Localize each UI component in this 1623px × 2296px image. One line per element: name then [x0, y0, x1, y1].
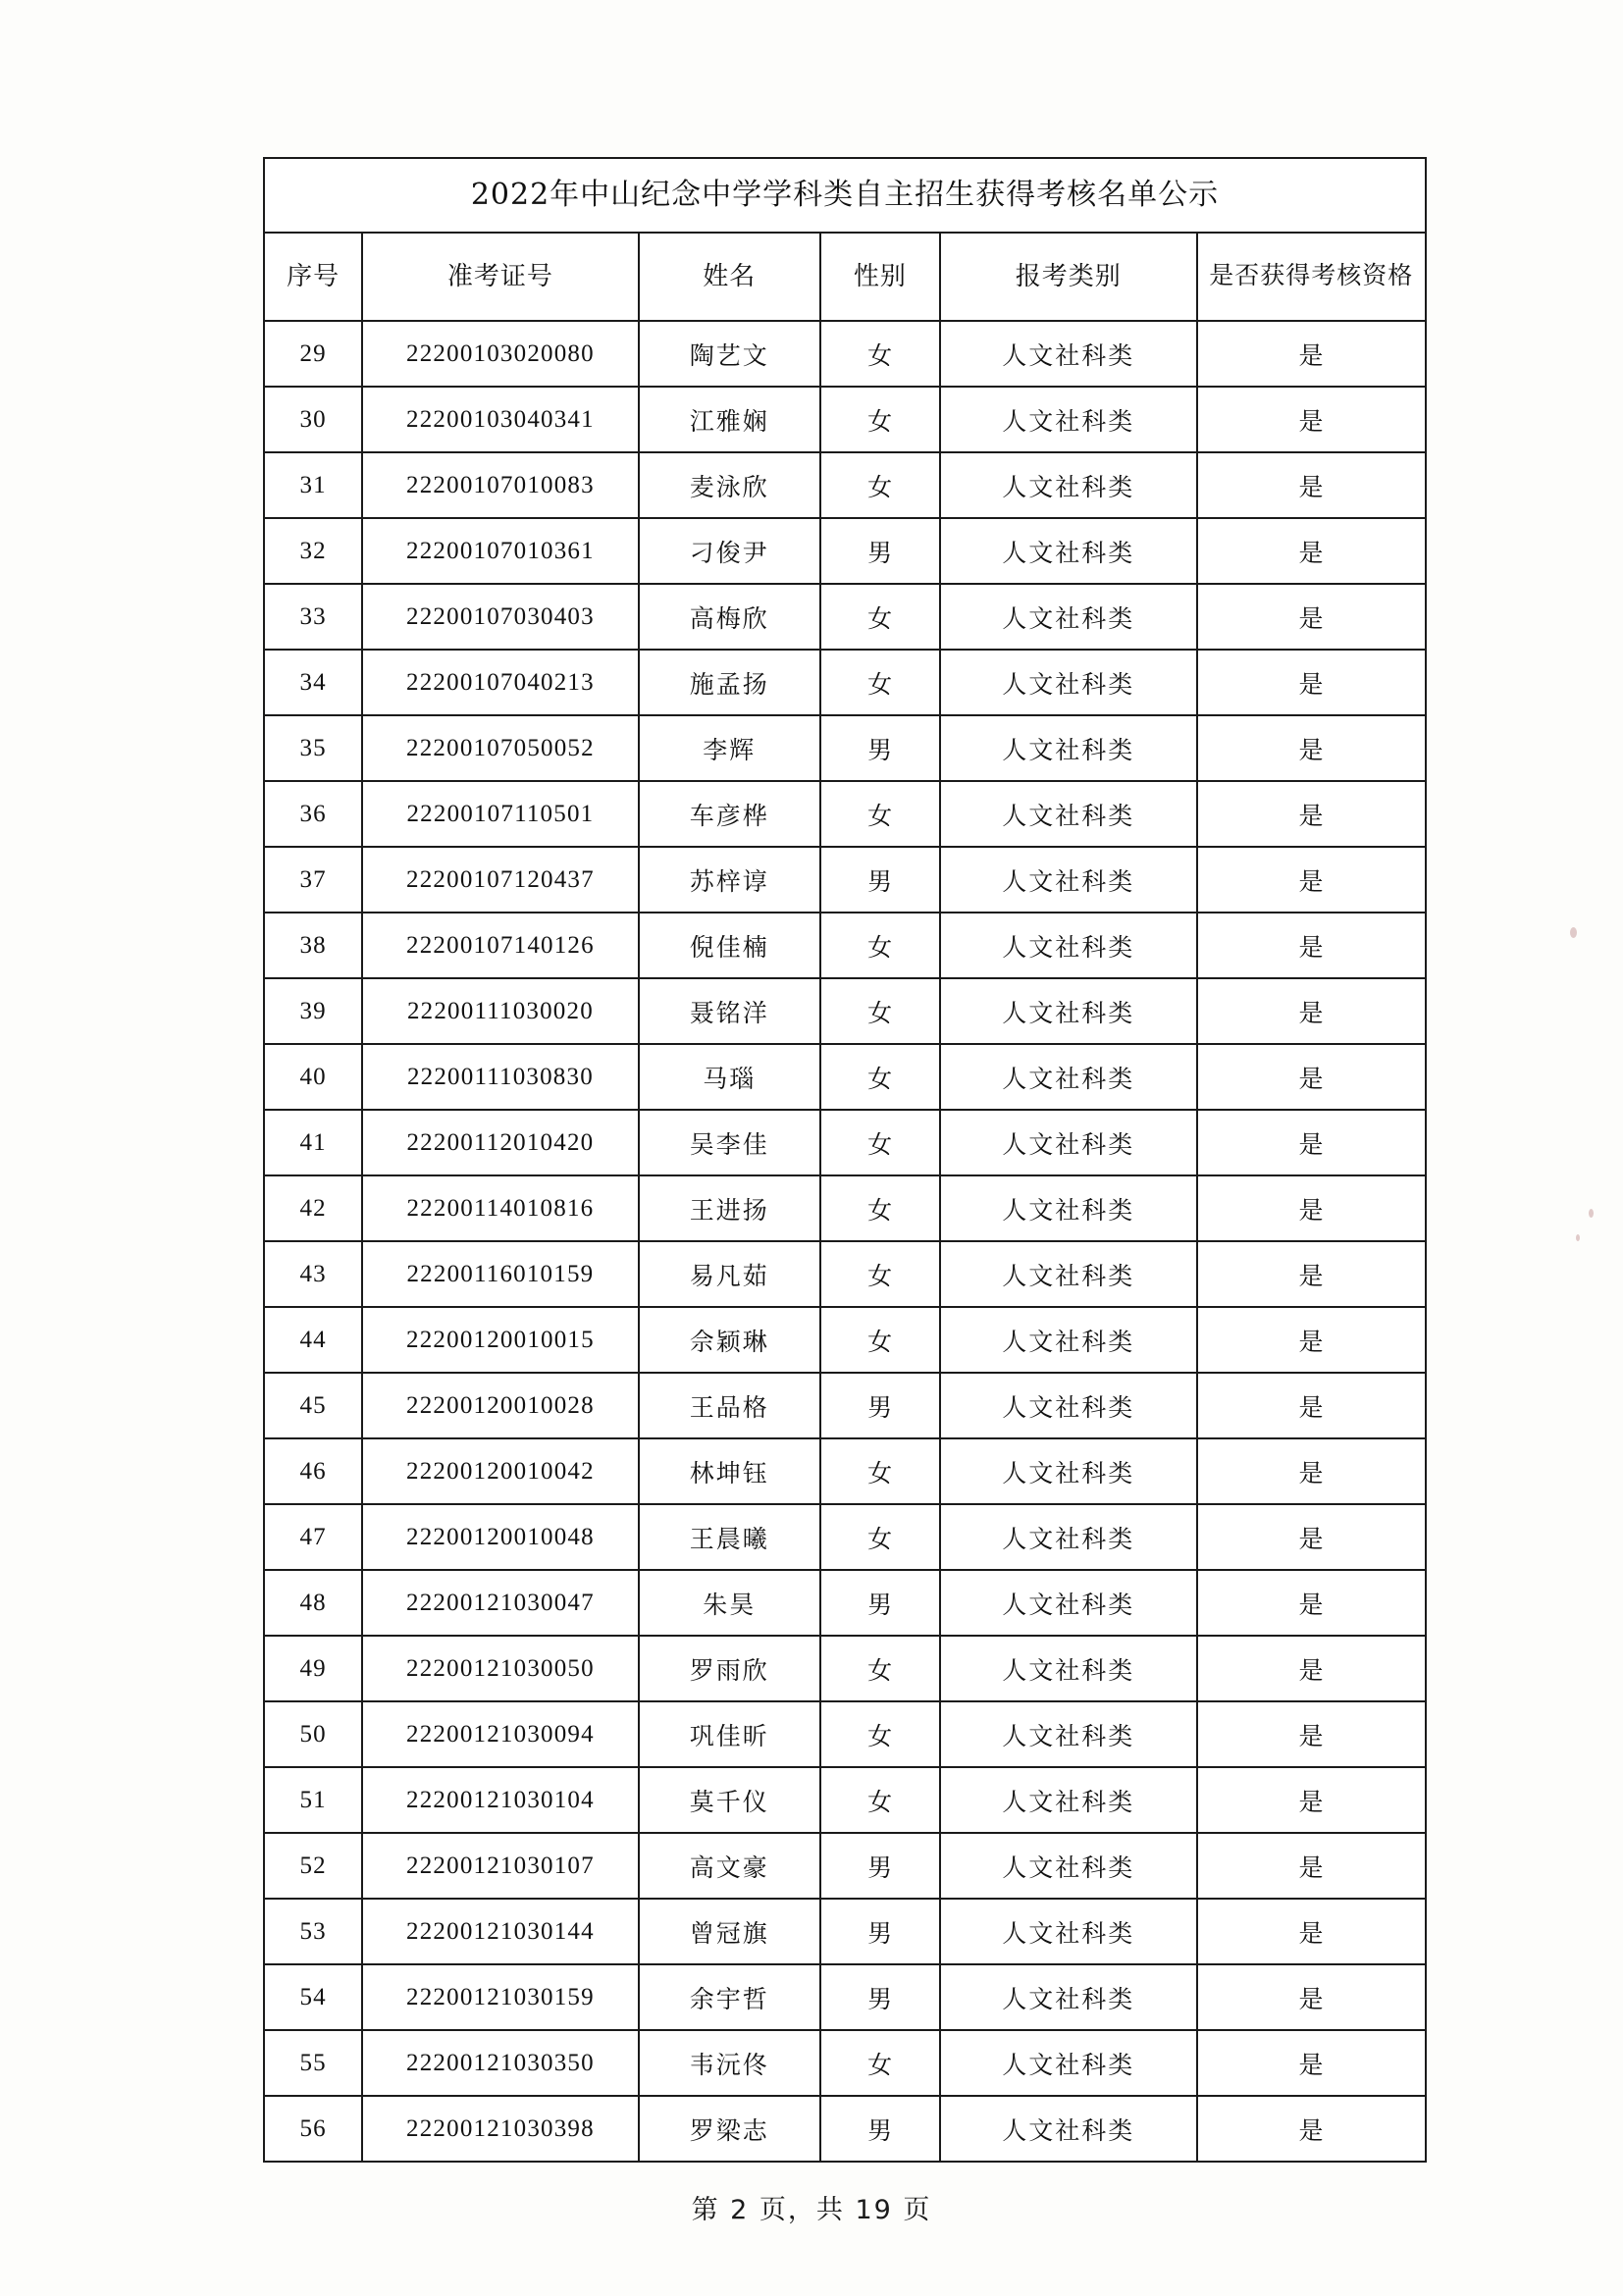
- cell-gender: 男: [820, 715, 940, 781]
- cell-category: 人文社科类: [940, 1833, 1197, 1899]
- cell-gender: 女: [820, 781, 940, 847]
- cell-index: 35: [264, 715, 362, 781]
- cell-index: 41: [264, 1110, 362, 1175]
- cell-ticket: 22200112010420: [362, 1110, 638, 1175]
- cell-gender: 女: [820, 1044, 940, 1110]
- table-row: [264, 1241, 1426, 1307]
- table-row: [264, 1899, 1426, 1964]
- cell-result: 是: [1197, 1373, 1426, 1438]
- cell-ticket: 22200107010083: [362, 452, 638, 518]
- cell-category: 人文社科类: [940, 452, 1197, 518]
- cell-result: 是: [1197, 1701, 1426, 1767]
- table-row: [264, 518, 1426, 584]
- cell-name: 陶艺文: [639, 321, 820, 387]
- cell-index: 53: [264, 1899, 362, 1964]
- cell-name: 施孟扬: [639, 650, 820, 715]
- cell-name: 王品格: [639, 1373, 820, 1438]
- cell-ticket: 22200121030350: [362, 2030, 638, 2096]
- cell-index: 49: [264, 1636, 362, 1701]
- cell-index: 32: [264, 518, 362, 584]
- table-row: [264, 1044, 1426, 1110]
- cell-gender: 女: [820, 1701, 940, 1767]
- cell-name: 聂铭洋: [639, 978, 820, 1044]
- cell-name: 马瑙: [639, 1044, 820, 1110]
- cell-ticket: 22200111030830: [362, 1044, 638, 1110]
- cell-index: 42: [264, 1175, 362, 1241]
- cell-index: 48: [264, 1570, 362, 1636]
- cell-result: 是: [1197, 1307, 1426, 1373]
- table-row: [264, 1570, 1426, 1636]
- cell-index: 54: [264, 1964, 362, 2030]
- cell-name: 吴李佳: [639, 1110, 820, 1175]
- cell-category: 人文社科类: [940, 518, 1197, 584]
- table-row: [264, 781, 1426, 847]
- cell-gender: 男: [820, 518, 940, 584]
- cell-category: 人文社科类: [940, 1570, 1197, 1636]
- cell-category: 人文社科类: [940, 1241, 1197, 1307]
- cell-gender: 男: [820, 1373, 940, 1438]
- column-header-ticket: 准考证号: [362, 233, 638, 321]
- cell-category: 人文社科类: [940, 1175, 1197, 1241]
- cell-category: 人文社科类: [940, 1504, 1197, 1570]
- table-row: [264, 1175, 1426, 1241]
- cell-index: 29: [264, 321, 362, 387]
- table-row: [264, 715, 1426, 781]
- cell-name: 韦沅佟: [639, 2030, 820, 2096]
- cell-category: 人文社科类: [940, 1307, 1197, 1373]
- cell-name: 罗梁志: [639, 2096, 820, 2162]
- cell-ticket: 22200107050052: [362, 715, 638, 781]
- cell-result: 是: [1197, 584, 1426, 650]
- cell-index: 43: [264, 1241, 362, 1307]
- cell-index: 46: [264, 1438, 362, 1504]
- scan-speck: [1576, 1234, 1580, 1241]
- cell-name: 江雅娴: [639, 387, 820, 452]
- cell-category: 人文社科类: [940, 1438, 1197, 1504]
- cell-ticket: 22200120010048: [362, 1504, 638, 1570]
- cell-result: 是: [1197, 1175, 1426, 1241]
- cell-index: 33: [264, 584, 362, 650]
- cell-result: 是: [1197, 781, 1426, 847]
- cell-name: 莫千仪: [639, 1767, 820, 1833]
- table-row: [264, 1833, 1426, 1899]
- column-header-name: 姓名: [639, 233, 820, 321]
- cell-result: 是: [1197, 1438, 1426, 1504]
- table-row: [264, 913, 1426, 978]
- cell-category: 人文社科类: [940, 1701, 1197, 1767]
- cell-category: 人文社科类: [940, 1373, 1197, 1438]
- cell-category: 人文社科类: [940, 978, 1197, 1044]
- cell-gender: 女: [820, 387, 940, 452]
- cell-index: 52: [264, 1833, 362, 1899]
- table-row: [264, 1438, 1426, 1504]
- cell-ticket: 22200121030094: [362, 1701, 638, 1767]
- cell-category: 人文社科类: [940, 913, 1197, 978]
- cell-category: 人文社科类: [940, 1899, 1197, 1964]
- cell-ticket: 22200107030403: [362, 584, 638, 650]
- cell-index: 51: [264, 1767, 362, 1833]
- cell-category: 人文社科类: [940, 1636, 1197, 1701]
- cell-result: 是: [1197, 1241, 1426, 1307]
- cell-category: 人文社科类: [940, 2030, 1197, 2096]
- table-row: [264, 452, 1426, 518]
- cell-category: 人文社科类: [940, 387, 1197, 452]
- cell-name: 刁俊尹: [639, 518, 820, 584]
- cell-index: 40: [264, 1044, 362, 1110]
- cell-result: 是: [1197, 913, 1426, 978]
- admission-list-table: [263, 157, 1427, 2163]
- cell-ticket: 22200121030047: [362, 1570, 638, 1636]
- cell-name: 林坤钰: [639, 1438, 820, 1504]
- cell-name: 余宇哲: [639, 1964, 820, 2030]
- cell-index: 37: [264, 847, 362, 913]
- cell-result: 是: [1197, 387, 1426, 452]
- page-footer: 第 2 页，共 19 页: [691, 2195, 932, 2225]
- column-header-result: 是否获得考核资格: [1197, 233, 1426, 321]
- cell-ticket: 22200107010361: [362, 518, 638, 584]
- table-row: [264, 1636, 1426, 1701]
- cell-index: 38: [264, 913, 362, 978]
- cell-result: 是: [1197, 1570, 1426, 1636]
- cell-category: 人文社科类: [940, 650, 1197, 715]
- cell-ticket: 22200107120437: [362, 847, 638, 913]
- cell-gender: 女: [820, 978, 940, 1044]
- cell-index: 39: [264, 978, 362, 1044]
- cell-ticket: 22200114010816: [362, 1175, 638, 1241]
- cell-index: 47: [264, 1504, 362, 1570]
- cell-result: 是: [1197, 1964, 1426, 2030]
- cell-result: 是: [1197, 321, 1426, 387]
- cell-index: 56: [264, 2096, 362, 2162]
- cell-gender: 女: [820, 913, 940, 978]
- cell-result: 是: [1197, 1110, 1426, 1175]
- cell-name: 王晨曦: [639, 1504, 820, 1570]
- cell-ticket: 22200121030159: [362, 1964, 638, 2030]
- cell-gender: 男: [820, 2096, 940, 2162]
- cell-index: 50: [264, 1701, 362, 1767]
- cell-category: 人文社科类: [940, 715, 1197, 781]
- title-row: [264, 158, 1426, 233]
- cell-result: 是: [1197, 650, 1426, 715]
- page-title: 2022年中山纪念中学学科类自主招生获得考核名单公示: [264, 158, 1426, 233]
- table-row: [264, 321, 1426, 387]
- table-row: [264, 1767, 1426, 1833]
- cell-gender: 男: [820, 847, 940, 913]
- column-header-gender: 性别: [820, 233, 940, 321]
- cell-gender: 男: [820, 1833, 940, 1899]
- cell-name: 曾冠旗: [639, 1899, 820, 1964]
- cell-name: 朱昊: [639, 1570, 820, 1636]
- cell-name: 李辉: [639, 715, 820, 781]
- table-row: [264, 650, 1426, 715]
- cell-ticket: 22200107040213: [362, 650, 638, 715]
- cell-name: 倪佳楠: [639, 913, 820, 978]
- cell-result: 是: [1197, 518, 1426, 584]
- table-row: [264, 1373, 1426, 1438]
- cell-result: 是: [1197, 1899, 1426, 1964]
- table-row: [264, 1307, 1426, 1373]
- cell-gender: 女: [820, 1636, 940, 1701]
- table-row: [264, 1964, 1426, 2030]
- table-body: [264, 321, 1426, 2162]
- cell-result: 是: [1197, 1767, 1426, 1833]
- table-header: [264, 158, 1426, 321]
- cell-result: 是: [1197, 1504, 1426, 1570]
- table-row: [264, 387, 1426, 452]
- cell-gender: 女: [820, 1241, 940, 1307]
- cell-name: 佘颖琳: [639, 1307, 820, 1373]
- cell-category: 人文社科类: [940, 1964, 1197, 2030]
- cell-gender: 女: [820, 321, 940, 387]
- cell-index: 36: [264, 781, 362, 847]
- cell-result: 是: [1197, 1636, 1426, 1701]
- cell-name: 高文豪: [639, 1833, 820, 1899]
- cell-category: 人文社科类: [940, 1767, 1197, 1833]
- cell-ticket: 22200107110501: [362, 781, 638, 847]
- cell-index: 55: [264, 2030, 362, 2096]
- cell-index: 45: [264, 1373, 362, 1438]
- cell-gender: 女: [820, 1504, 940, 1570]
- cell-name: 巩佳昕: [639, 1701, 820, 1767]
- table-row: [264, 847, 1426, 913]
- cell-gender: 女: [820, 1175, 940, 1241]
- cell-category: 人文社科类: [940, 584, 1197, 650]
- cell-gender: 女: [820, 1438, 940, 1504]
- cell-category: 人文社科类: [940, 2096, 1197, 2162]
- cell-name: 麦泳欣: [639, 452, 820, 518]
- cell-name: 苏梓谆: [639, 847, 820, 913]
- cell-category: 人文社科类: [940, 781, 1197, 847]
- cell-result: 是: [1197, 1833, 1426, 1899]
- cell-category: 人文社科类: [940, 321, 1197, 387]
- table-row: [264, 1504, 1426, 1570]
- cell-gender: 男: [820, 1899, 940, 1964]
- cell-gender: 女: [820, 452, 940, 518]
- cell-index: 44: [264, 1307, 362, 1373]
- table-row: [264, 2030, 1426, 2096]
- scan-speck: [1570, 927, 1577, 938]
- cell-ticket: 22200103020080: [362, 321, 638, 387]
- cell-ticket: 22200116010159: [362, 1241, 638, 1307]
- cell-gender: 女: [820, 2030, 940, 2096]
- cell-result: 是: [1197, 1044, 1426, 1110]
- table-row: [264, 978, 1426, 1044]
- column-header-index: 序号: [264, 233, 362, 321]
- cell-name: 罗雨欣: [639, 1636, 820, 1701]
- cell-result: 是: [1197, 847, 1426, 913]
- cell-gender: 女: [820, 650, 940, 715]
- table-row: [264, 1110, 1426, 1175]
- cell-ticket: 22200121030398: [362, 2096, 638, 2162]
- cell-gender: 男: [820, 1570, 940, 1636]
- cell-category: 人文社科类: [940, 847, 1197, 913]
- table-row: [264, 2096, 1426, 2162]
- column-header-row: [264, 233, 1426, 321]
- table-row: [264, 584, 1426, 650]
- cell-category: 人文社科类: [940, 1044, 1197, 1110]
- cell-gender: 男: [820, 1964, 940, 2030]
- cell-result: 是: [1197, 2096, 1426, 2162]
- cell-name: 车彦桦: [639, 781, 820, 847]
- column-header-category: 报考类别: [940, 233, 1197, 321]
- cell-result: 是: [1197, 978, 1426, 1044]
- cell-gender: 女: [820, 584, 940, 650]
- cell-ticket: 22200107140126: [362, 913, 638, 978]
- cell-index: 30: [264, 387, 362, 452]
- cell-ticket: 22200121030107: [362, 1833, 638, 1899]
- announcement-sheet: [263, 157, 1427, 2163]
- cell-ticket: 22200120010028: [362, 1373, 638, 1438]
- cell-ticket: 22200111030020: [362, 978, 638, 1044]
- cell-ticket: 22200121030144: [362, 1899, 638, 1964]
- cell-ticket: 22200120010015: [362, 1307, 638, 1373]
- cell-ticket: 22200120010042: [362, 1438, 638, 1504]
- cell-result: 是: [1197, 2030, 1426, 2096]
- cell-name: 王进扬: [639, 1175, 820, 1241]
- cell-ticket: 22200121030104: [362, 1767, 638, 1833]
- cell-name: 高梅欣: [639, 584, 820, 650]
- cell-result: 是: [1197, 452, 1426, 518]
- cell-index: 31: [264, 452, 362, 518]
- cell-index: 34: [264, 650, 362, 715]
- cell-ticket: 22200103040341: [362, 387, 638, 452]
- cell-ticket: 22200121030050: [362, 1636, 638, 1701]
- scan-speck: [1589, 1209, 1594, 1218]
- cell-gender: 女: [820, 1307, 940, 1373]
- cell-gender: 女: [820, 1110, 940, 1175]
- cell-result: 是: [1197, 715, 1426, 781]
- cell-name: 易凡茹: [639, 1241, 820, 1307]
- cell-gender: 女: [820, 1767, 940, 1833]
- table-row: [264, 1701, 1426, 1767]
- cell-category: 人文社科类: [940, 1110, 1197, 1175]
